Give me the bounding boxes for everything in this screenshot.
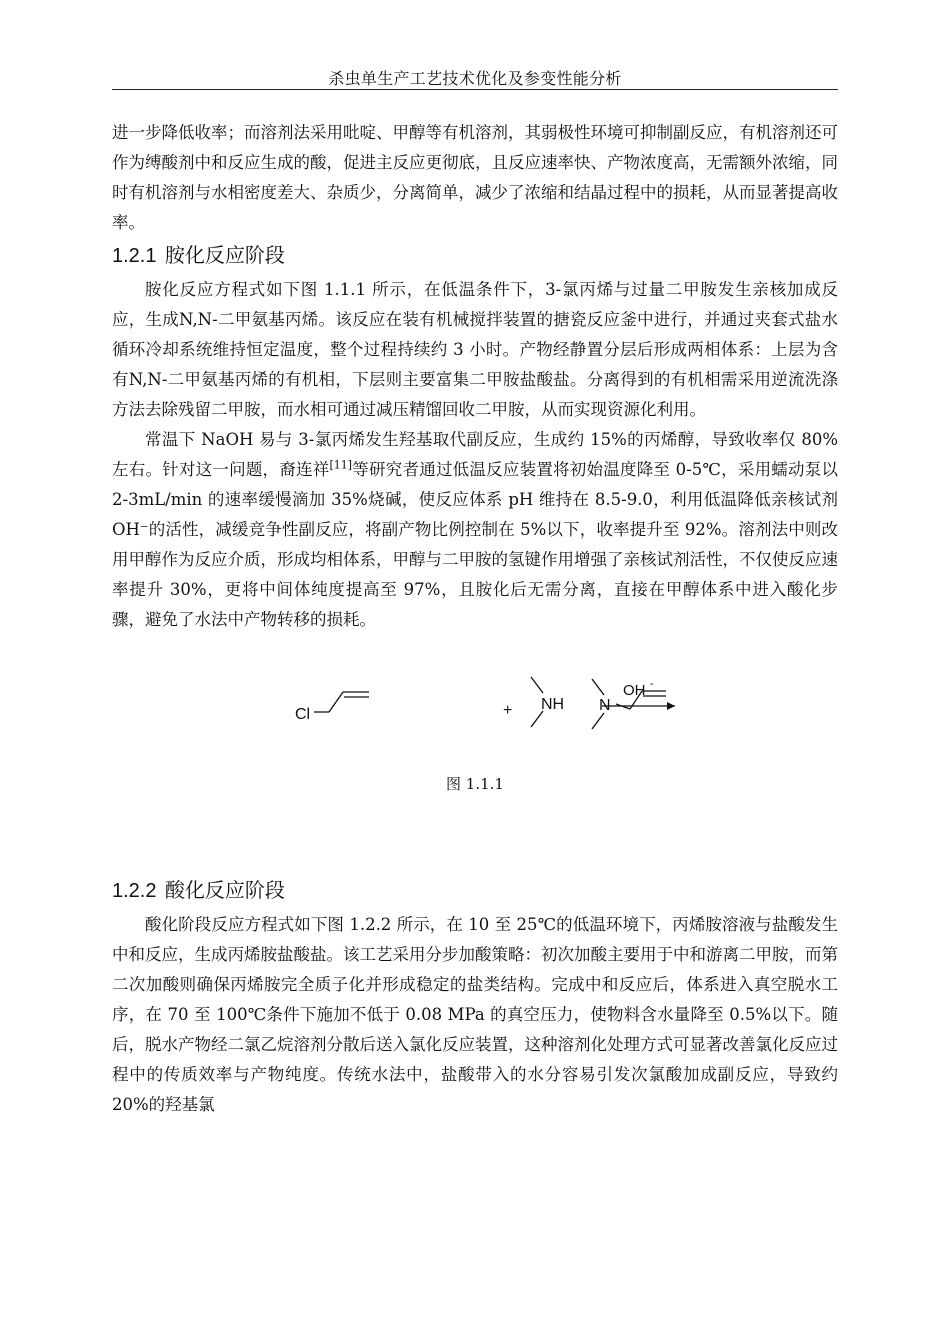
bond	[616, 704, 630, 709]
bond	[592, 713, 604, 729]
section-number: 1.2.2	[112, 880, 157, 902]
bond	[630, 691, 642, 709]
citation-reference: [11]	[329, 458, 353, 472]
bond	[592, 679, 604, 695]
figure-caption: 图 1.1.1	[446, 775, 504, 793]
label-reagent: OH	[623, 682, 646, 699]
product-structure	[582, 673, 702, 743]
intro-paragraph: 进一步降低收率；而溶剂法采用吡啶、甲醇等有机溶剂，其弱极性环境可抑制副反应，有机溶剂还可作为缚酸剂中和反应生成的酸，促进主反应更彻底，且反应速率快、产物浓度高，无需额外浓缩，同时有机溶剂与水相密度差大、杂质少，分离简单，减少了浓缩和结晶过程中的损耗，从而显著提高收率。	[112, 123, 838, 232]
section-heading-1-2-1	[112, 240, 838, 271]
bond	[531, 711, 543, 727]
label-cl: Cl	[295, 706, 311, 723]
paragraph-amination-1: 胺化反应方程式如下图 1.1.1 所示，在低温条件下，3-氯丙烯与过量二甲胺发生亲核加成反应，生成N,N-二甲氨基丙烯。该反应在装有机械搅拌装置的搪瓷反应釜中进行，并通过夹套式盐水循环冷却系统维持恒定温度，整个过程持续约 3 小时。产物经静置分层后形成两相体系：上层为含有N,N-二甲氨基丙烯的有机相，下层则主要富集二甲胺盐酸盐。分离得到的有机相需采用逆流洗涤方法去除残留二甲胺，而水相可通过减压精馏回收二甲胺，从而实现资源化利用。	[112, 280, 838, 419]
label-reagent-charge: -	[650, 678, 654, 690]
section-number: 1.2.1	[112, 245, 157, 267]
section-heading-1-2-2	[112, 875, 838, 906]
paragraph-amination-2	[112, 425, 838, 635]
paragraph-text: 常温下 NaOH 易与 3-氯丙烯发生羟基取代副反应，生成约 15%的丙烯醇，导致收率仅 80%左右。针对这一问题，裔连祥	[112, 430, 838, 479]
paragraph-acidification-1: 酸化阶段反应方程式如下图 1.2.2 所示，在 10 至 25℃的低温环境下，丙烯胺溶液与盐酸发生中和反应，生成丙烯胺盐酸盐。该工艺采用分步加酸策略：初次加酸主要用于中和游离二甲胺，而第二次加酸则确保丙烯胺完全质子化并形成稳定的盐类结构。完成中和反应后，体系进入真空脱水工序，在 70 至 100℃条件下施加不低于 0.08 MPa 的真空压力，使物料含水量降至 0.5%以下。随后，脱水产物经二氯乙烷溶剂分散后送入氯化反应装置，这种溶剂化处理方式可显著改善氯化反应过程中的传质效率与产物纯度。传统水法中，盐酸带入的水分容易引发次氯酸加成副反应，导致约 20%的羟基氯	[112, 915, 838, 1114]
label-n: N	[599, 697, 611, 714]
bond	[531, 677, 543, 693]
label-nh: NH	[541, 696, 565, 713]
bond	[329, 692, 343, 712]
section-title: 胺化反应阶段	[164, 243, 285, 267]
section-title: 酸化反应阶段	[164, 878, 285, 902]
paragraph-text: 等研究者通过低温反应装置将初始温度降至 0-5℃，采用蠕动泵以 2-3mL/min 的速率缓慢滴加 35%烧碱，使反应体系 pH 维持在 8.5-9.0，利用低温降低亲核试剂 OH⁻的活性，减缓竞争性副反应，将副产物比例控制在 5%以下，收率提升至 92%。溶剂法中则改用甲醇作为反应介质，形成均相体系，甲醇与二甲胺的氢键作用增强了亲核试剂活性，不仅使反应速率提升 30%，更将中间体纯度提高至 97%，且胺化后无需分离，直接在甲醇体系中进入酸化步骤，避免了水法中产物转移的损耗。	[112, 460, 838, 629]
figure-1-1-1	[112, 673, 838, 873]
label-plus: +	[503, 702, 513, 719]
running-header: 杀虫单生产工艺技术优化及参变性能分析	[328, 69, 622, 88]
header-rule	[112, 89, 838, 90]
page-content	[112, 118, 838, 1120]
